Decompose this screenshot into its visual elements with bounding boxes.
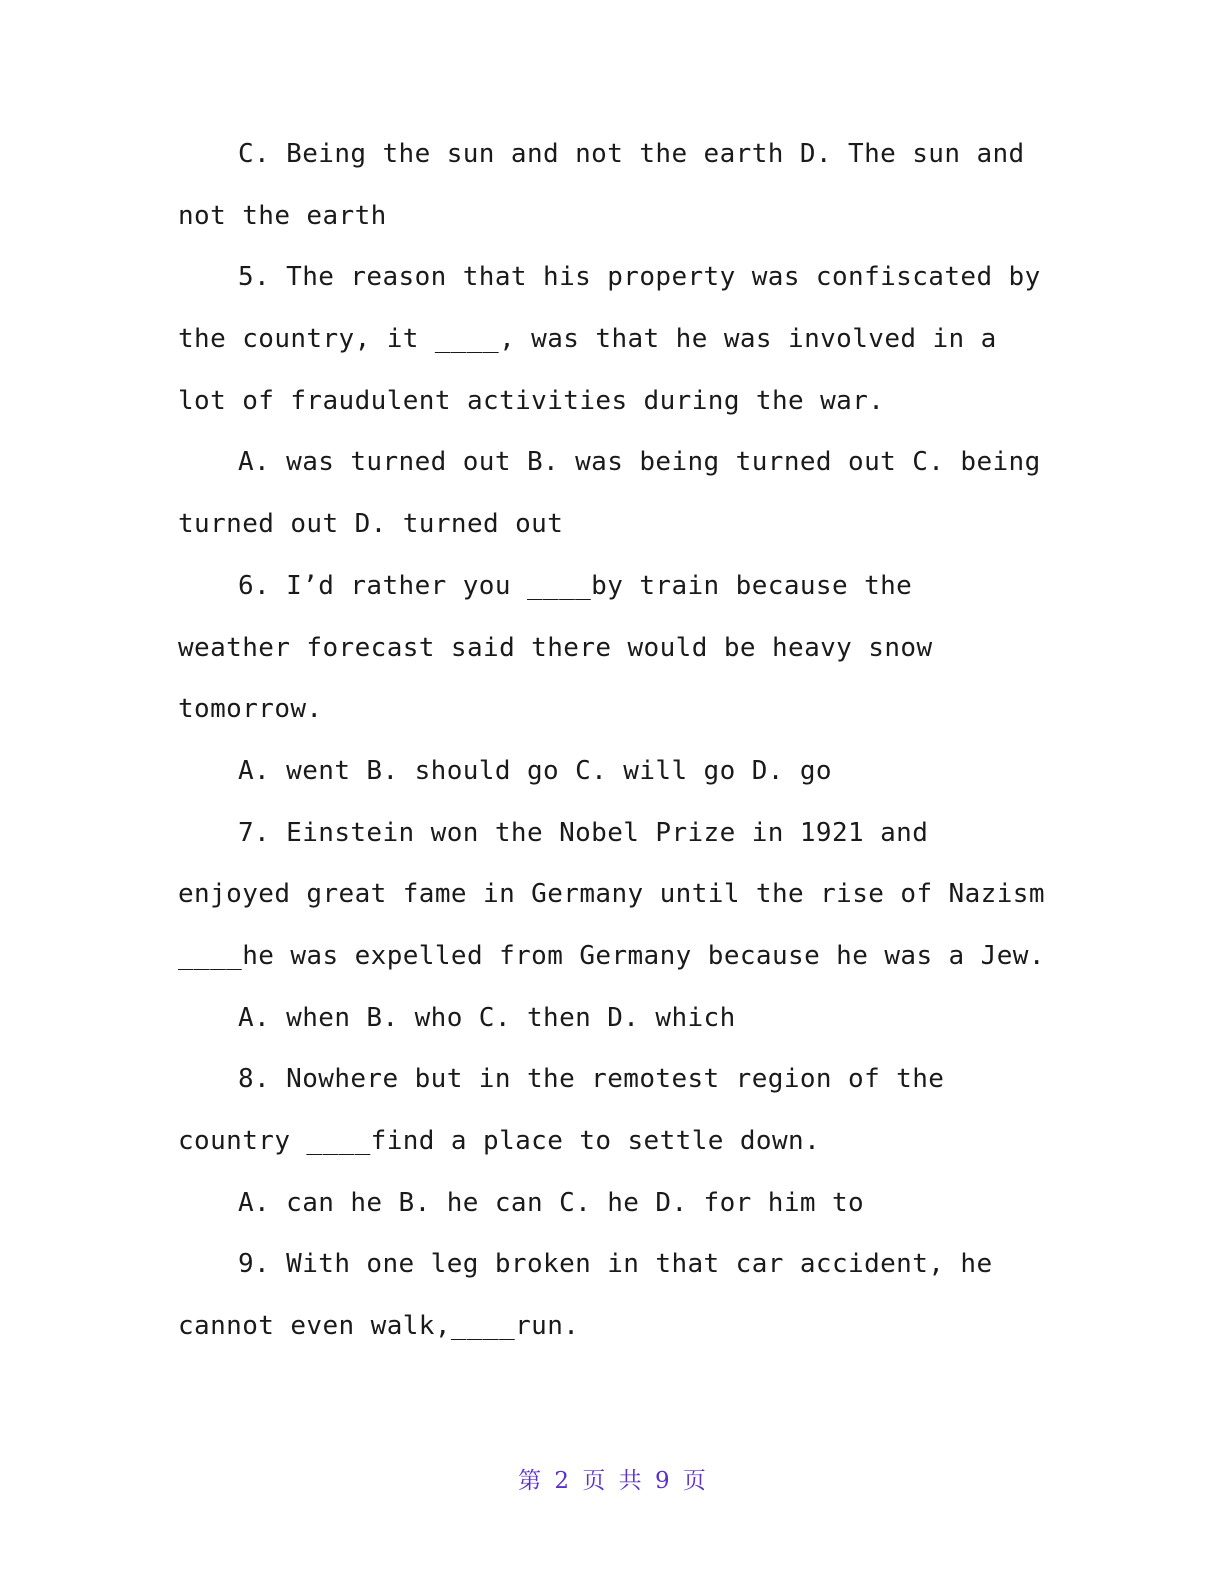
question-7-line-2: enjoyed great fame in Germany until the rise of Nazism [178,879,1045,910]
question-5-options-line-2: turned out D. turned out [178,509,564,540]
question-6: 6. I’d rather you ____by train because the [238,570,913,601]
question-6-line-2: weather forecast said there would be heavy snow [178,632,933,663]
document-body [178,124,1045,1358]
question-5-options: A. was turned out B. was being turned out C. being [238,447,1041,478]
question-8: 8. Nowhere but in the remotest region of the [238,1064,945,1095]
question-6-line-3: tomorrow. [178,694,323,725]
option-line: C. Being the sun and not the earth D. The sun and [238,139,1025,169]
option-line-continued: not the earth [178,200,387,231]
page-number-footer: 第 2 页 共 9 页 [518,1468,706,1494]
question-5: 5. The reason that his property was confiscated by [238,262,1041,293]
question-7-line-3: ____he was expelled from Germany because he was a Jew. [178,940,1045,971]
question-6-options: A. went B. should go C. will go D. go [238,755,832,786]
question-7: 7. Einstein won the Nobel Prize in 1921 and [238,817,929,848]
question-7-options: A. when B. who C. then D. which [238,1002,736,1033]
question-9: 9. With one leg broken in that car accident, he [238,1249,993,1280]
question-8-line-2: country ____find a place to settle down. [178,1126,821,1156]
question-5-line-2: the country, it ____, was that he was involved in a [178,324,997,355]
question-8-options: A. can he B. he can C. he D. for him to [238,1187,865,1218]
question-9-line-2: cannot even walk,____run. [178,1311,580,1342]
question-5-line-3: lot of fraudulent activities during the war. [178,385,885,416]
